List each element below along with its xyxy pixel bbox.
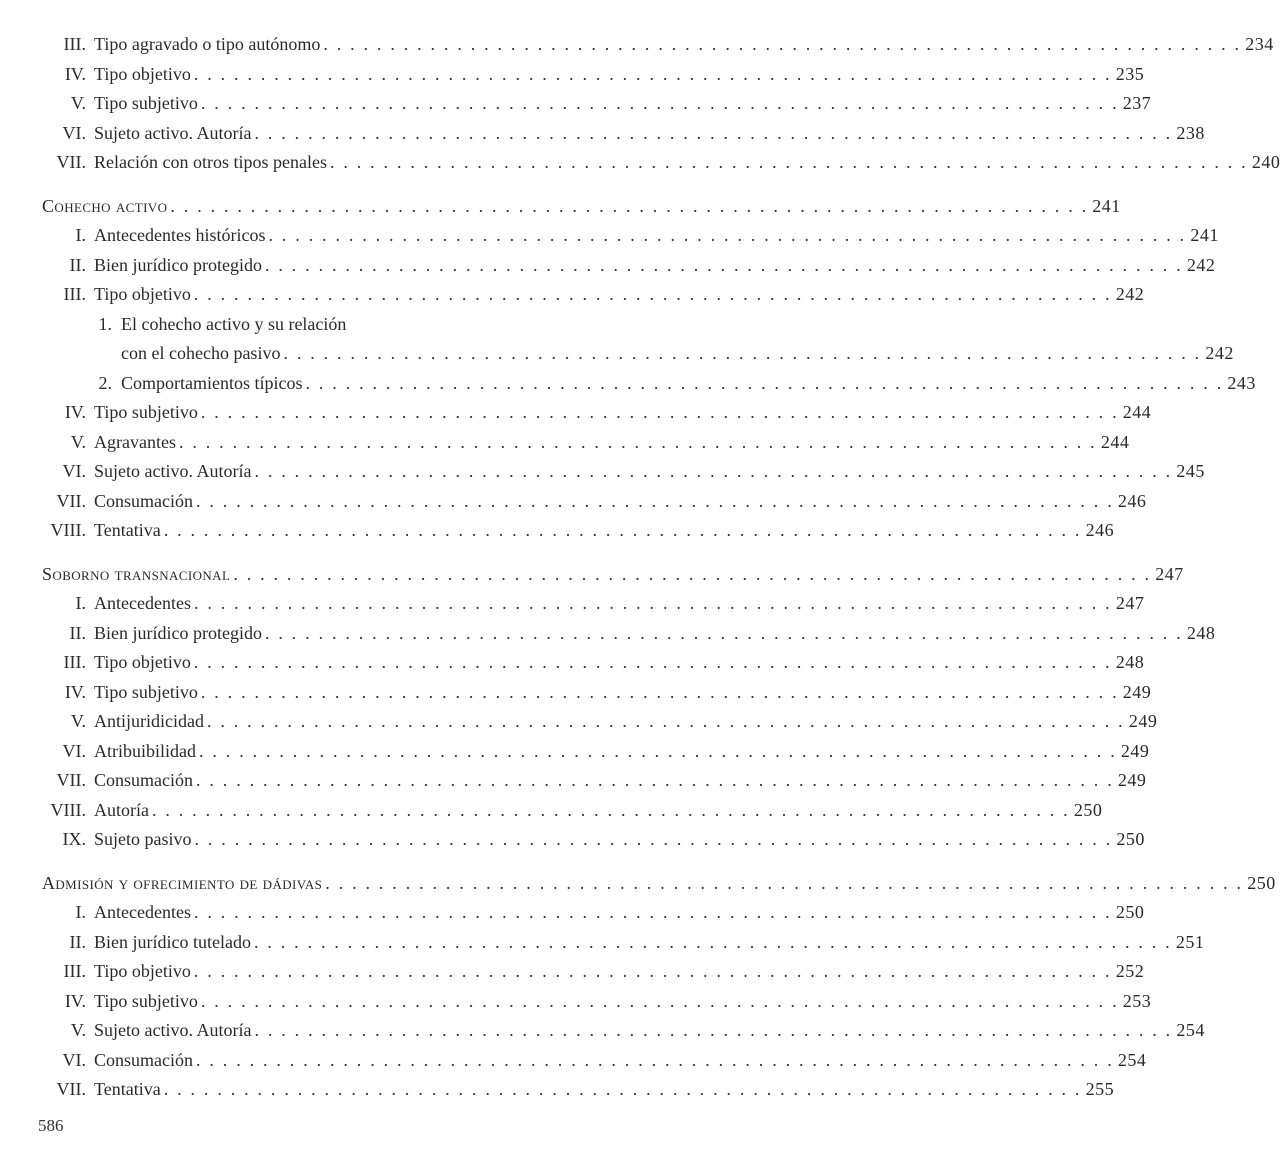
entry-line	[94, 398, 1152, 428]
dot-leader: . . . . . . . . . . . . . . . . . . . . . . . . . . . . . . . . . . . . . . . . . . . . . . . . . . . . . . . . . . . . . . . . . . . . .	[193, 593, 1112, 613]
entry-number: VIII.	[50, 799, 86, 820]
entry-title: El cohecho activo y su relación	[121, 313, 347, 334]
page-ref: 254	[1176, 1020, 1205, 1040]
section-gap	[0, 178, 729, 187]
entry-line	[94, 987, 1152, 1017]
page-number: 586	[38, 1116, 64, 1135]
entry-title: Tipo subjetivo	[94, 681, 198, 702]
page-ref: 250	[1073, 799, 1103, 820]
dot-leader: . . . . . . . . . . . . . . . . . . . . . . . . . . . . . . . . . . . . . . . . . . . . . . . . . . . . . . . . . . . . . . . . . . . . .	[200, 93, 1119, 113]
entry-title: Tipo objetivo	[94, 284, 191, 304]
toc-entry-first-line	[0, 310, 729, 340]
entry-number: VI.	[62, 461, 86, 481]
entry-line	[94, 1075, 1115, 1105]
entry-line	[42, 560, 1184, 590]
entry-line	[94, 589, 1145, 619]
entry-line	[94, 707, 1158, 737]
page-ref: 234	[1245, 34, 1274, 54]
entry-title: Atribuibilidad	[94, 740, 196, 761]
entry-number: VII.	[56, 490, 86, 511]
toc-entry	[0, 251, 1216, 281]
entry-number: II.	[69, 254, 86, 275]
entry-title: Tipo objetivo	[94, 961, 191, 981]
dot-leader: . . . . . . . . . . . . . . . . . . . . . . . . . . . . . . . . . . . . . . . . . . . . . . . . . . . . . . . . . . . . . . . . . . . . .	[163, 1079, 1082, 1099]
toc-entry	[0, 89, 1152, 119]
entry-line	[94, 60, 1145, 90]
entry-title: Consumación	[94, 1049, 193, 1070]
dot-leader: . . . . . . . . . . . . . . . . . . . . . . . . . . . . . . . . . . . . . . . . . . . . . . . . . . . . . . . . . . . . . . . . . . . . .	[193, 284, 1112, 304]
entry-line	[94, 737, 1150, 767]
entry-title: Sujeto pasivo	[94, 829, 192, 849]
entry-title: Antecedentes históricos	[94, 225, 266, 245]
toc-entry	[0, 221, 1219, 251]
entry-number: IV.	[64, 990, 86, 1011]
toc-entry	[0, 957, 1145, 987]
entry-title: Relación con otros tipos penales	[94, 152, 327, 172]
dot-leader: . . . . . . . . . . . . . . . . . . . . . . . . . . . . . . . . . . . . . . . . . . . . . . . . . . . . . . . . . . . . . . . . . . . . .	[323, 34, 1242, 54]
toc-section-heading	[0, 560, 1184, 590]
entry-title: Tipo objetivo	[94, 63, 191, 84]
toc-entry	[0, 148, 1280, 178]
entry-line	[94, 898, 1145, 928]
entry-number: III.	[63, 284, 86, 304]
toc-entry	[0, 737, 1150, 767]
dot-leader: . . . . . . . . . . . . . . . . . . . . . . . . . . . . . . . . . . . . . . . . . . . . . . . . . . . . . . . . . . . . . . . . . . . . .	[194, 829, 1113, 849]
toc-entry	[0, 766, 1147, 796]
entry-line	[94, 619, 1216, 649]
entry-number: III.	[63, 961, 86, 981]
dot-leader: . . . . . . . . . . . . . . . . . . . . . . . . . . . . . . . . . . . . . . . . . . . . . . . . . . . . . . . . . . . . . . . . . . . . .	[193, 63, 1112, 84]
entry-number: IX.	[62, 829, 86, 849]
dot-leader: . . . . . . . . . . . . . . . . . . . . . . . . . . . . . . . . . . . . . . . . . . . . . . . . . . . . . . . . . . . . . . . . . . . . .	[325, 872, 1244, 893]
dot-leader: . . . . . . . . . . . . . . . . . . . . . . . . . . . . . . . . . . . . . . . . . . . . . . . . . . . . . . . . . . . . . . . . . . . . .	[254, 461, 1173, 481]
entry-number: 1.	[98, 313, 112, 334]
entry-line	[94, 1046, 1147, 1076]
page-ref: 249	[1122, 681, 1152, 702]
dot-leader: . . . . . . . . . . . . . . . . . . . . . . . . . . . . . . . . . . . . . . . . . . . . . . . . . . . . . . . . . . . . . . . . . . . . .	[199, 740, 1117, 761]
dot-leader: . . . . . . . . . . . . . . . . . . . . . . . . . . . . . . . . . . . . . . . . . . . . . . . . . . . . . . . . . . . . . . . . . . . . .	[193, 961, 1112, 981]
entry-title: Tipo agravado o tipo autónomo	[94, 34, 321, 54]
toc-entry	[0, 825, 1145, 855]
dot-leader: . . . . . . . . . . . . . . . . . . . . . . . . . . . . . . . . . . . . . . . . . . . . . . . . . . . . . . . . . . . . . . . . . . . . .	[329, 152, 1248, 172]
page-ref: 248	[1115, 652, 1145, 672]
entry-line	[94, 30, 1274, 60]
dot-leader: . . . . . . . . . . . . . . . . . . . . . . . . . . . . . . . . . . . . . . . . . . . . . . . . . . . . . . . . . . . . . . . . . . . . .	[196, 490, 1114, 511]
page-ref: 246	[1085, 520, 1115, 540]
toc-entry	[0, 457, 1205, 487]
page-ref: 244	[1100, 431, 1130, 452]
toc-entry	[0, 516, 1115, 546]
page-ref: 242	[1205, 343, 1234, 363]
entry-line	[94, 487, 1147, 517]
page-ref: 246	[1117, 490, 1147, 511]
entry-number: VII.	[56, 770, 86, 790]
page-ref: 237	[1122, 93, 1152, 113]
entry-number: VI.	[62, 1049, 86, 1070]
page-ref: 248	[1186, 622, 1216, 643]
page-ref: 249	[1120, 740, 1150, 761]
entry-number: V.	[70, 431, 86, 452]
dot-leader: . . . . . . . . . . . . . . . . . . . . . . . . . . . . . . . . . . . . . . . . . . . . . . . . . . . . . . . . . . . . . . . . . . . . .	[200, 402, 1119, 422]
entry-line	[94, 221, 1219, 251]
dot-leader: . . . . . . . . . . . . . . . . . . . . . . . . . . . . . . . . . . . . . . . . . . . . . . . . . . . . . . . . . . . . . . . . . . . . .	[268, 225, 1187, 245]
dot-leader: . . . . . . . . . . . . . . . . . . . . . . . . . . . . . . . . . . . . . . . . . . . . . . . . . . . . . . . . . . . . . . . . . . . . .	[151, 799, 1070, 820]
page-ref: 235	[1115, 63, 1145, 84]
toc-entry	[0, 369, 1256, 399]
entry-title: Sujeto activo. Autoría	[94, 461, 252, 481]
entry-line	[121, 339, 1234, 369]
dot-leader: . . . . . . . . . . . . . . . . . . . . . . . . . . . . . . . . . . . . . . . . . . . . . . . . . . . . . . . . . . . . . . . . . . . . .	[253, 931, 1172, 952]
entry-line	[94, 648, 1145, 678]
entry-number: III.	[63, 34, 86, 54]
page-ref: 247	[1155, 563, 1184, 584]
dot-leader: . . . . . . . . . . . . . . . . . . . . . . . . . . . . . . . . . . . . . . . . . . . . . . . . . . . . . . . . . . . . . . . . . . . . .	[193, 652, 1112, 672]
toc-entry	[0, 898, 1145, 928]
page-ref: 250	[1115, 902, 1145, 922]
page-ref: 241	[1190, 225, 1219, 245]
entry-line	[121, 369, 1256, 399]
toc-section-heading	[0, 869, 1276, 899]
entry-number: I.	[75, 593, 86, 613]
entry-title: Autoría	[94, 799, 149, 820]
entry-title: Sujeto activo. Autoría	[94, 1020, 252, 1040]
page-ref: 255	[1085, 1079, 1115, 1099]
entry-number: IV.	[64, 402, 86, 422]
page-ref: 243	[1227, 372, 1256, 393]
entry-title: Bien jurídico protegido	[94, 622, 262, 643]
entry-title: Bien jurídico tutelado	[94, 931, 251, 952]
toc-section-heading	[0, 192, 1121, 222]
entry-title: Agravantes	[94, 431, 176, 452]
dot-leader: . . . . . . . . . . . . . . . . . . . . . . . . . . . . . . . . . . . . . . . . . . . . . . . . . . . . . . . . . . . . . . . . . . . . .	[196, 1049, 1114, 1070]
section-gap	[0, 546, 729, 555]
page-ref: 241	[1092, 195, 1121, 216]
page-ref: 250	[1116, 829, 1145, 849]
entry-title: Antijuridicidad	[94, 711, 204, 731]
page-ref: 252	[1115, 961, 1145, 981]
entry-number: II.	[69, 622, 86, 643]
dot-leader: . . . . . . . . . . . . . . . . . . . . . . . . . . . . . . . . . . . . . . . . . . . . . . . . . . . . . . . . . . . . . . . . . . . . .	[254, 1020, 1173, 1040]
entry-line	[94, 957, 1145, 987]
entry-title: con el cohecho pasivo	[121, 343, 281, 363]
toc-entry	[0, 428, 1130, 458]
dot-leader: . . . . . . . . . . . . . . . . . . . . . . . . . . . . . . . . . . . . . . . . . . . . . . . . . . . . . . . . . . . . . . . . . . . . .	[206, 711, 1125, 731]
dot-leader: . . . . . . . . . . . . . . . . . . . . . . . . . . . . . . . . . . . . . . . . . . . . . . . . . . . . . . . . . . . . . . . . . . . . .	[233, 563, 1152, 584]
entry-title: Antecedentes	[94, 902, 191, 922]
entry-line	[94, 928, 1205, 958]
entry-title: Sujeto activo. Autoría	[94, 122, 252, 143]
entry-line	[94, 119, 1205, 149]
toc-entry	[0, 60, 1145, 90]
entry-number: I.	[75, 225, 86, 245]
entry-title: Tipo objetivo	[94, 652, 191, 672]
entry-number: 2.	[98, 372, 112, 393]
dot-leader: . . . . . . . . . . . . . . . . . . . . . . . . . . . . . . . . . . . . . . . . . . . . . . . . . . . . . . . . . . . . . . . . . . . . .	[200, 990, 1119, 1011]
dot-leader: . . . . . . . . . . . . . . . . . . . . . . . . . . . . . . . . . . . . . . . . . . . . . . . . . . . . . . . . . . . . . . . . . . . . .	[170, 195, 1089, 216]
toc-entry	[0, 119, 1205, 149]
toc-entry	[0, 589, 1145, 619]
dot-leader: . . . . . . . . . . . . . . . . . . . . . . . . . . . . . . . . . . . . . . . . . . . . . . . . . . . . . . . . . . . . . . . . . . . . .	[283, 343, 1202, 363]
entry-title: Tentativa	[94, 1079, 161, 1099]
entry-line	[94, 678, 1152, 708]
entry-title: Bien jurídico protegido	[94, 254, 262, 275]
entry-line	[94, 766, 1147, 796]
entry-number: I.	[75, 902, 86, 922]
toc-entry	[0, 796, 1103, 826]
entry-line	[94, 251, 1216, 281]
page-ref: 245	[1176, 461, 1205, 481]
entry-line	[94, 1016, 1205, 1046]
entry-line	[94, 428, 1130, 458]
page-ref: 247	[1115, 593, 1145, 613]
entry-number: VIII.	[50, 520, 86, 540]
entry-number: VII.	[56, 1079, 86, 1099]
entry-line	[94, 796, 1103, 826]
page-ref: 240	[1251, 152, 1280, 172]
entry-title: Antecedentes	[94, 593, 191, 613]
toc-entry	[0, 678, 1152, 708]
entry-number: IV.	[64, 63, 86, 84]
toc-entry	[0, 928, 1205, 958]
entry-title: Admisión y ofrecimiento de dádivas	[42, 872, 323, 893]
entry-title: Cohecho activo	[42, 195, 168, 216]
entry-number: V.	[70, 1020, 86, 1040]
entry-line	[94, 280, 1145, 310]
toc-entry	[0, 280, 1145, 310]
entry-number: V.	[70, 711, 86, 731]
entry-title: Soborno transnacional	[42, 563, 231, 584]
dot-leader: . . . . . . . . . . . . . . . . . . . . . . . . . . . . . . . . . . . . . . . . . . . . . . . . . . . . . . . . . . . . . . . . . . . . .	[200, 681, 1119, 702]
dot-leader: . . . . . . . . . . . . . . . . . . . . . . . . . . . . . . . . . . . . . . . . . . . . . . . . . . . . . . . . . . . . . . . . . . . . .	[264, 254, 1183, 275]
entry-number: VI.	[62, 122, 86, 143]
toc-entry	[0, 1075, 1115, 1105]
toc-entry	[0, 30, 1274, 60]
table-of-contents	[0, 30, 1280, 1105]
entry-title: Tipo subjetivo	[94, 990, 198, 1011]
page-ref: 249	[1117, 770, 1147, 790]
dot-leader: . . . . . . . . . . . . . . . . . . . . . . . . . . . . . . . . . . . . . . . . . . . . . . . . . . . . . . . . . . . . . . . . . . . . .	[264, 622, 1183, 643]
entry-number: VII.	[56, 152, 86, 172]
entry-title: Tipo subjetivo	[94, 402, 198, 422]
entry-number: VI.	[62, 740, 86, 761]
entry-title: Tipo subjetivo	[94, 93, 198, 113]
page-ref: 250	[1247, 872, 1276, 893]
dot-leader: . . . . . . . . . . . . . . . . . . . . . . . . . . . . . . . . . . . . . . . . . . . . . . . . . . . . . . . . . . . . . . . . . . . . .	[305, 372, 1224, 393]
entry-line	[42, 869, 1276, 899]
entry-line	[94, 457, 1205, 487]
toc-entry	[0, 487, 1147, 517]
entry-number: V.	[70, 93, 86, 113]
toc-entry	[0, 398, 1152, 428]
entry-line	[94, 89, 1152, 119]
entry-number: II.	[69, 931, 86, 952]
dot-leader: . . . . . . . . . . . . . . . . . . . . . . . . . . . . . . . . . . . . . . . . . . . . . . . . . . . . . . . . . . . . . . . . . . . . .	[178, 431, 1097, 452]
toc-entry	[0, 987, 1152, 1017]
entry-title: Comportamientos típicos	[121, 372, 303, 393]
entry-title: Tentativa	[94, 520, 161, 540]
page-ref: 238	[1176, 122, 1205, 143]
dot-leader: . . . . . . . . . . . . . . . . . . . . . . . . . . . . . . . . . . . . . . . . . . . . . . . . . . . . . . . . . . . . . . . . . . . . .	[193, 902, 1112, 922]
section-gap	[0, 855, 729, 864]
page-ref: 242	[1115, 284, 1145, 304]
page-ref: 249	[1128, 711, 1158, 731]
entry-line	[94, 148, 1280, 178]
page-ref: 251	[1175, 931, 1205, 952]
entry-number: III.	[63, 652, 86, 672]
dot-leader: . . . . . . . . . . . . . . . . . . . . . . . . . . . . . . . . . . . . . . . . . . . . . . . . . . . . . . . . . . . . . . . . . . . . .	[163, 520, 1082, 540]
toc-entry	[0, 619, 1216, 649]
dot-leader: . . . . . . . . . . . . . . . . . . . . . . . . . . . . . . . . . . . . . . . . . . . . . . . . . . . . . . . . . . . . . . . . . . . . .	[254, 122, 1173, 143]
toc-entry	[0, 1016, 1205, 1046]
page-ref: 244	[1122, 402, 1152, 422]
page-ref: 254	[1117, 1049, 1147, 1070]
toc-entry-continuation	[0, 339, 1234, 369]
entry-title: Consumación	[94, 490, 193, 511]
entry-line	[42, 192, 1121, 222]
toc-entry	[0, 1046, 1147, 1076]
toc-entry	[0, 648, 1145, 678]
entry-line	[94, 825, 1145, 855]
entry-title: Consumación	[94, 770, 193, 790]
dot-leader: . . . . . . . . . . . . . . . . . . . . . . . . . . . . . . . . . . . . . . . . . . . . . . . . . . . . . . . . . . . . . . . . . . . . .	[196, 770, 1114, 790]
page-ref: 253	[1122, 990, 1152, 1011]
page-ref: 242	[1186, 254, 1216, 275]
toc-entry	[0, 707, 1158, 737]
entry-line	[94, 516, 1115, 546]
entry-number: IV.	[64, 681, 86, 702]
